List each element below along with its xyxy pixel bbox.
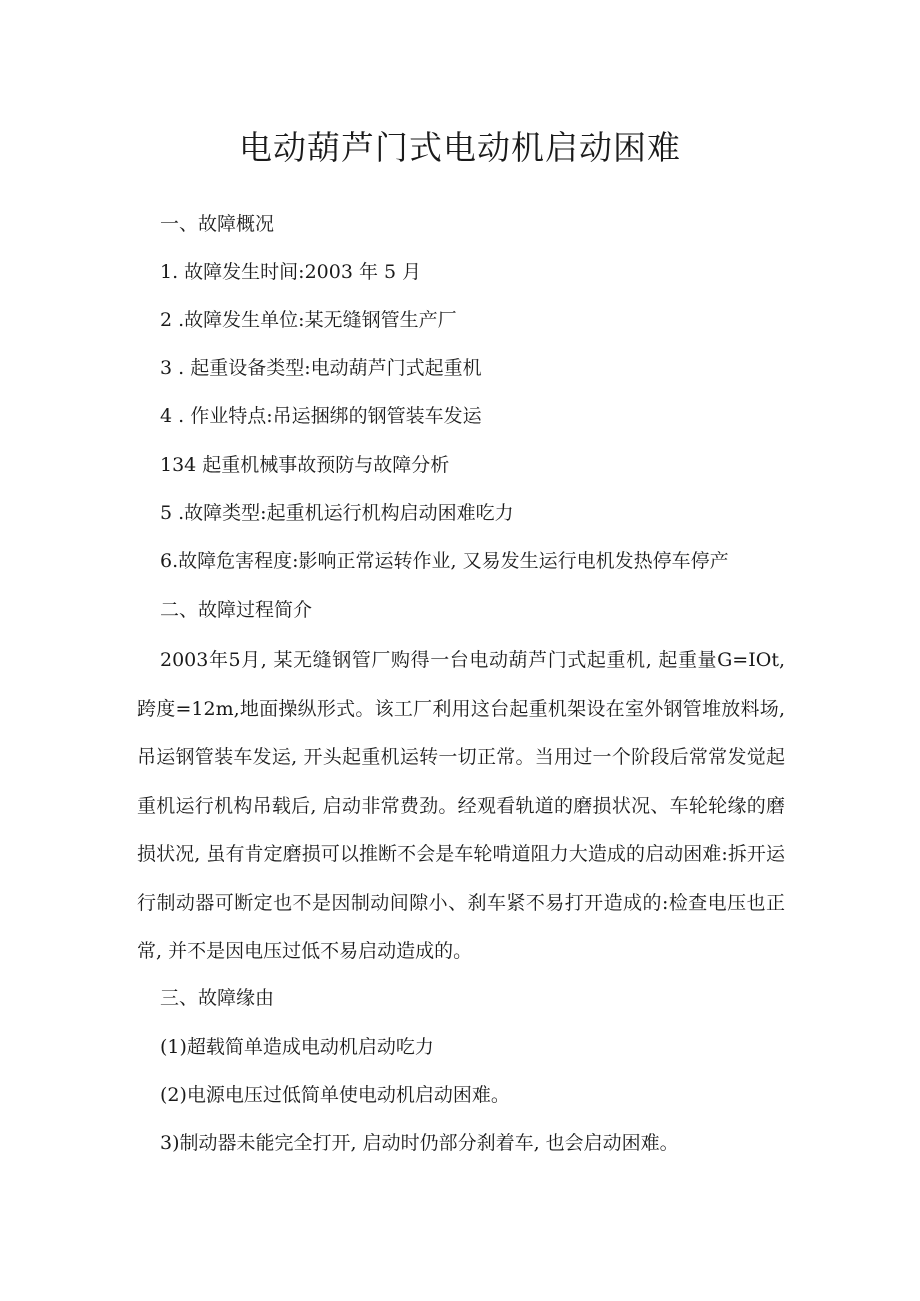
cause-item-2: (2)电源电压过低简单使电动机启动困难。 bbox=[160, 1084, 510, 1106]
section-heading-cause: 三、故障缘由 bbox=[160, 987, 275, 1009]
cause-item-1: (1)超载简单造成电动机启动吃力 bbox=[160, 1036, 434, 1058]
list-item-time: 1. 故障发生时间:2003 年 5 月 bbox=[160, 261, 422, 283]
list-item-unit: 2 .故障发生单位:某无缝钢管生产厂 bbox=[160, 309, 457, 331]
document-title: 电动葫芦门式电动机启动困难 bbox=[239, 128, 681, 167]
list-item-work-feature: 4 . 作业特点:吊运捆绑的钢管装车发运 bbox=[160, 405, 482, 427]
list-item-fault-type: 5 .故障类型:起重机运行机构启动困难吃力 bbox=[160, 502, 514, 524]
list-item-equipment-type: 3 . 起重设备类型:电动葫芦门式起重机 bbox=[160, 357, 482, 379]
process-paragraph bbox=[137, 636, 785, 976]
page-header-note: 134 起重机械事故预防与故障分析 bbox=[160, 454, 450, 476]
list-item-hazard-level: 6.故障危害程度:影响正常运转作业, 又易发生运行电机发热停车停产 bbox=[160, 550, 729, 572]
section-heading-overview: 一、故障概况 bbox=[160, 213, 275, 235]
process-paragraph-text: 2003年5月, 某无缝钢管厂购得一台电动葫芦门式起重机, 起重量G=IOt, 跨度=12m,地面操纵形式。该工厂利用这台起重机架设在室外钢管堆放料场, 吊运钢管装车发运, 开头起重机运转一切正常。当用过一个阶段后常常发觉起重机运行机构吊载后, 启动非常费劲。经观看轨道的磨损状况、车轮轮缘的磨损状况, 虽有肯定磨损可以推断不会是车轮啃道阻力大造成的启动困难:拆开运行制动器可断定也不是因制动间隙小、刹车紧不易打开造成的:检查电压也正常, 并不是因电压过低不易启动造成的。 bbox=[137, 649, 785, 962]
cause-item-3: 3)制动器未能完全打开, 启动时仍部分刹着车, 也会启动困难。 bbox=[160, 1132, 679, 1154]
section-heading-process: 二、故障过程简介 bbox=[160, 599, 313, 621]
